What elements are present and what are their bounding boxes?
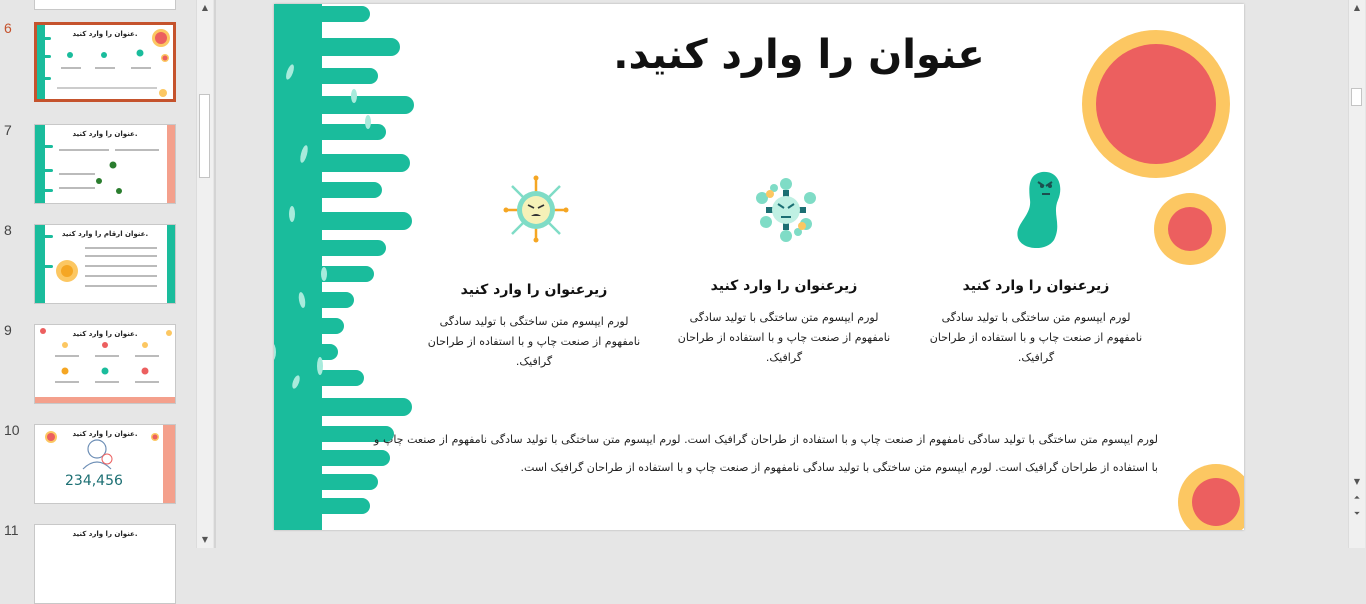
slide-number: 6	[4, 20, 12, 36]
angry-virus-icon	[756, 178, 816, 242]
slide-thumbnail-6[interactable]	[34, 22, 176, 102]
smiling-blob-icon	[504, 176, 569, 243]
spiky-virus-icon	[1017, 172, 1060, 248]
slide-number: 8	[4, 222, 12, 238]
slide-number: 7	[4, 122, 12, 138]
thumbnail-scrollbar[interactable]	[196, 0, 213, 548]
large-coral-circle	[1096, 44, 1216, 164]
slide-thumbnail-5[interactable]	[34, 0, 176, 10]
column-body: لورم ایپسوم متن ساختگی با تولید سادگی نامفهوم از صنعت چاپ و با استفاده از طراحان گرافیک.	[929, 311, 1143, 364]
content-column-right[interactable]	[926, 278, 1146, 368]
thumbnail-stat-value: 234,456	[65, 473, 123, 489]
slide-thumbnail-10[interactable]	[34, 424, 176, 504]
column-body: لورم ایپسوم متن ساختگی با تولید سادگی نامفهوم از صنعت چاپ و با استفاده از طراحان گرافیک.	[677, 311, 891, 364]
slide-canvas[interactable]	[274, 4, 1244, 530]
scroll-up-arrow-icon[interactable]: ▲	[1353, 3, 1361, 12]
slide-thumbnail-9[interactable]	[34, 324, 176, 404]
slide-thumbnail-panel	[0, 0, 196, 548]
previous-slide-icon[interactable]: ⏶	[1353, 493, 1361, 502]
thumbnail-title: عنوان را وارد کنید.	[72, 330, 138, 338]
scrollbar-thumb[interactable]	[1351, 88, 1362, 106]
slide-title[interactable]: عنوان را وارد کنید.	[613, 32, 985, 78]
scroll-down-arrow-icon[interactable]: ▼	[1353, 477, 1361, 486]
thumbnail-title: عنوان را وارد کنید.	[72, 30, 138, 38]
scrollbar-thumb[interactable]	[199, 94, 210, 178]
editor-scrollbar[interactable]	[1348, 0, 1365, 548]
slide-editor	[216, 0, 1348, 548]
slide-number: 9	[4, 322, 12, 338]
slide-thumbnail-8[interactable]	[34, 224, 176, 304]
bottom-coral-circle	[1192, 478, 1240, 526]
thumbnail-title: عنوان را وارد کنید.	[72, 530, 138, 538]
slide-thumbnail-11[interactable]	[34, 524, 176, 604]
column-body: لورم ایپسوم متن ساختگی با تولید سادگی نامفهوم از صنعت چاپ و با استفاده از طراحان گرافیک.	[427, 315, 641, 368]
thumbnail-title: عنوان ارقام را وارد کنید.	[61, 230, 149, 238]
slide-body-text[interactable]: لورم ایپسوم متن ساختگی با تولید سادگی نامفهوم از صنعت چاپ و با استفاده از طراحان گرافیک است. لورم ایپسوم متن ساختگی با تولید سادگی نامفهوم از صنعت چاپ و با استفاده از طراحان گرافیک است. لورم ایپسوم متن ساختگی با تولید سادگی نامفهوم از صنعت چاپ و با استفاده از طراحان گرافیک است.	[374, 433, 1158, 474]
scroll-down-arrow-icon[interactable]: ▼	[201, 535, 209, 544]
thumbnail-title: عنوان را وارد کنید.	[72, 130, 138, 138]
column-heading: زیرعنوان را وارد کنید	[710, 278, 858, 294]
slide-thumbnail-7[interactable]	[34, 124, 176, 204]
column-heading: زیرعنوان را وارد کنید	[962, 278, 1110, 294]
scroll-up-arrow-icon[interactable]: ▲	[201, 3, 209, 12]
content-column-middle[interactable]	[674, 278, 894, 368]
medium-coral-circle	[1168, 207, 1212, 251]
content-column-left[interactable]	[424, 282, 644, 372]
next-slide-icon[interactable]: ⏷	[1353, 509, 1361, 518]
slide-number: 10	[4, 422, 20, 438]
thumbnail-title: عنوان را وارد کنید.	[72, 430, 138, 438]
column-heading: زیرعنوان را وارد کنید	[460, 282, 608, 298]
slide-number: 11	[4, 522, 19, 538]
